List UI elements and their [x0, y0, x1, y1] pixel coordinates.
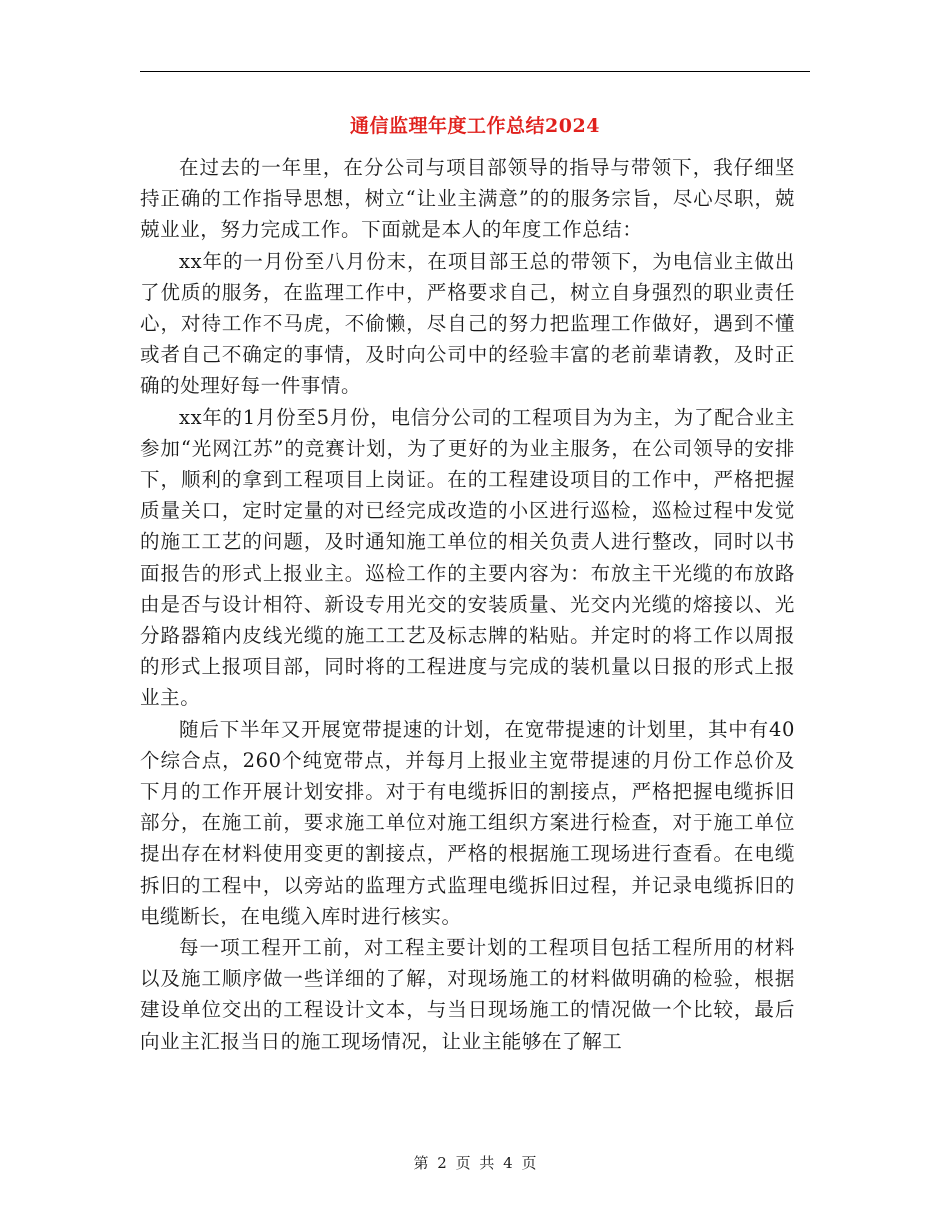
page-number: 第 2 页 共 4 页 [413, 1154, 537, 1172]
header-rule [140, 71, 810, 72]
paragraph-jan-aug: xx年的一月份至八月份末，在项目部王总的带领下，为电信业主做出了优质的服务，在监理工作中，严格要求自己，树立自身强烈的职业责任心，对待工作不马虎，不偷懒，尽自己的努力把监理工作做好，遇到不懂或者自己不确定的事情，及时向公司中的经验丰富的老前辈请教，及时正确的处理好每一件事情。 [140, 249, 795, 398]
document-title: 通信监理年度工作总结2024 [350, 115, 600, 137]
paragraph-jan-may: xx年的1月份至5月份，电信分公司的工程项目为为主，为了配合业主参加“光网江苏”的竞赛计划，为了更好的为业主服务，在公司领导的安排下，顺利的拿到工程项目上岗证。在的工程建设项目的工作中，严格把握质量关口，定时定量的对已经完成改造的小区进行巡检，巡检过程中发觉的施工工艺的问题，及时通知施工单位的相关负责人进行整改，同时以书面报告的形式上报业主。巡检工作的主要内容为：布放主干光缆的布放路由是否与设计相符、新设专用光交的安装质量、光交内光缆的熔接以、光分路器箱内皮线光缆的施工工艺及标志牌的粘贴。并定时的将工作以周报的形式上报项目部，同时将的工程进度与完成的装机量以日报的形式上报业主。 [140, 405, 795, 710]
paragraph-intro: 在过去的一年里，在分公司与项目部领导的指导与带领下，我仔细坚持正确的工作指导思想，树立“让业主满意”的的服务宗旨，尽心尽职，兢兢业业，努力完成工作。下面就是本人的年度工作总结： [140, 156, 795, 242]
document-body [140, 152, 795, 1057]
paragraph-broadband: 随后下半年又开展宽带提速的计划，在宽带提速的计划里，其中有40个综合点，260个纯宽带点，并每月上报业主宽带提速的月份工作总价及下月的工作开展计划安排。对于有电缆拆旧的割接点，严格把握电缆拆旧部分，在施工前，要求施工单位对施工组织方案进行检查，对于施工单位提出存在材料使用变更的割接点，严格的根据施工现场进行查看。在电缆拆旧的工程中，以旁站的监理方式监理电缆拆旧过程，并记录电缆拆旧的电缆断长，在电缆入库时进行核实。 [140, 717, 795, 928]
paragraph-preparation: 每一项工程开工前，对工程主要计划的工程项目包括工程所用的材料以及施工顺序做一些详细的了解，对现场施工的材料做明确的检验，根据建设单位交出的工程设计文本，与当日现场施工的情况做一个比较，最后向业主汇报当日的施工现场情况，让业主能够在了解工 [140, 936, 795, 1053]
